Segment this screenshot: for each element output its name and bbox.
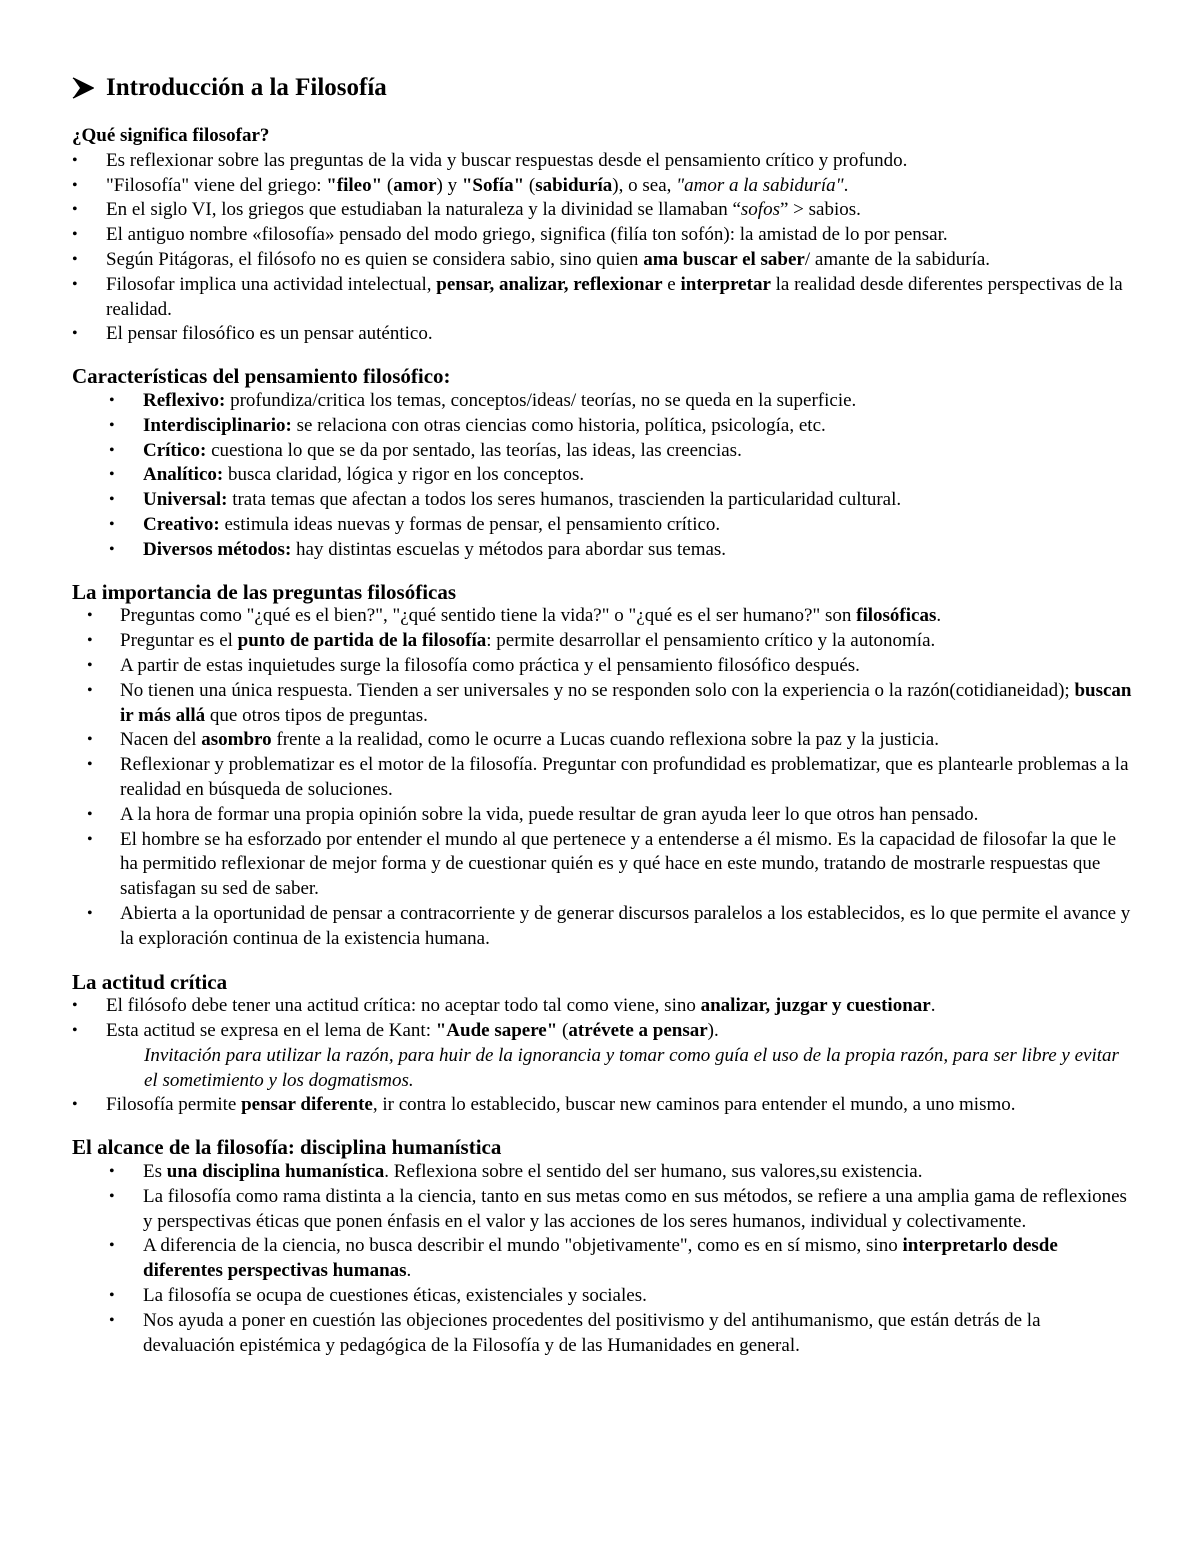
bullet-dot-icon: • (87, 904, 93, 922)
list-item: • Es una disciplina humanística. Reflexiona sobre el sentido del ser humano, sus valores,su existencia. (72, 1160, 1132, 1185)
list-item: • Reflexivo: profundiza/critica los temas, conceptos/ideas/ teorías, no se queda en la superficie. (72, 389, 1132, 414)
list-item: • Creativo: estimula ideas nuevas y formas de pensar, el pensamiento crítico. (72, 513, 1132, 538)
list-item: • El filósofo debe tener una actitud crítica: no aceptar todo tal como viene, sino analizar, juzgar y cuestionar. (72, 994, 1132, 1019)
list-item: • Filosofía permite pensar diferente, ir contra lo establecido, buscar new caminos para entender el mundo, a uno mismo. (72, 1093, 1132, 1118)
bullet-dot-icon: • (72, 275, 78, 293)
bullet-dot-icon: • (87, 756, 93, 774)
bullet-dot-icon: • (72, 151, 78, 169)
bullet-dot-icon: • (109, 1237, 115, 1255)
bullet-dot-icon: • (109, 1311, 115, 1329)
section-heading-alcance: El alcance de la filosofía: disciplina humanística (72, 1135, 502, 1160)
list-item: • "Filosofía" viene del griego: "fileo" (amor) y "Sofía" (sabiduría), o sea, "amor a la sabiduría". (72, 174, 1132, 199)
list-actitud-critica (72, 994, 1132, 1044)
bullet-dot-icon: • (72, 1022, 78, 1040)
list-item: • No tienen una única respuesta. Tienden a ser universales y no se responden solo con la experiencia o la razón(cotidianeidad); buscan ir más allá que otros tipos de preguntas. (87, 679, 1132, 726)
list-item: • El pensar filosófico es un pensar auténtico. (72, 322, 1132, 347)
arrow-bullet-icon (72, 77, 94, 99)
document-title: Introducción a la Filosofía (106, 74, 387, 101)
bullet-dot-icon: • (109, 1163, 115, 1181)
list-item: • Analítico: busca claridad, lógica y rigor en los conceptos. (72, 463, 1132, 488)
section-heading-filosofar: ¿Qué significa filosofar? (72, 125, 270, 146)
list-item: • Abierta a la oportunidad de pensar a contracorriente y de generar discursos paralelos a los establecidos, es lo que permite el avance y la exploración continua de la existencia humana. (87, 902, 1131, 949)
bullet-dot-icon: • (87, 681, 93, 699)
bullet-dot-icon: • (109, 515, 115, 533)
bullet-dot-icon: • (72, 250, 78, 268)
bullet-dot-icon: • (109, 1287, 115, 1305)
bullet-dot-icon: • (72, 176, 78, 194)
section-heading-actitud-critica: La actitud crítica (72, 969, 228, 994)
list-item: • La filosofía como rama distinta a la ciencia, tanto en sus metas como en sus métodos, se refiere a una amplia gama de reflexiones y perspectivas éticas que ponen énfasis en el valor y las acciones de los seres humanos, individual y colectivamente. (109, 1185, 1127, 1232)
bullet-dot-icon: • (87, 656, 93, 674)
bullet-dot-icon: • (72, 1096, 78, 1114)
bullet-dot-icon: • (72, 325, 78, 343)
list-item: • Diversos métodos: hay distintas escuelas y métodos para abordar sus temas. (72, 538, 1132, 563)
bullet-dot-icon: • (109, 466, 115, 484)
list-item: • Según Pitágoras, el filósofo no es quien se considera sabio, sino quien ama buscar el saber/ amante de la sabiduría. (72, 248, 1132, 273)
list-item: • Filosofar implica una actividad intelectual, pensar, analizar, reflexionar e interpretar la realidad desde diferentes perspectivas de la realidad. (72, 273, 1123, 320)
list-item: • A partir de estas inquietudes surge la filosofía como práctica y el pensamiento filosófico después. (72, 654, 1132, 679)
bullet-dot-icon: • (87, 805, 93, 823)
kant-note: Invitación para utilizar la razón, para huir de la ignorancia y tomar como guía el uso de la propia razón, para ser libre y evitar el sometimiento y los dogmatismos. (144, 1044, 1119, 1091)
bullet-dot-icon: • (72, 997, 78, 1015)
list-item: • Preguntar es el punto de partida de la filosofía: permite desarrollar el pensamiento crítico y la autonomía. (72, 629, 1132, 654)
list-item: • Esta actitud se expresa en el lema de Kant: "Aude sapere" (atrévete a pensar). (72, 1019, 1132, 1044)
bullet-dot-icon: • (72, 226, 78, 244)
list-preguntas (72, 604, 1132, 951)
list-item: • La filosofía se ocupa de cuestiones éticas, existenciales y sociales. (72, 1284, 1132, 1309)
list-item: • Crítico: cuestiona lo que se da por sentado, las teorías, las ideas, las creencias. (72, 439, 1132, 464)
section-heading-caracteristicas: Características del pensamiento filosófico: (72, 364, 451, 389)
bullet-dot-icon: • (109, 540, 115, 558)
bullet-dot-icon: • (72, 201, 78, 219)
bullet-dot-icon: • (109, 441, 115, 459)
list-item: • Nacen del asombro frente a la realidad, como le ocurre a Lucas cuando reflexiona sobre la paz y la justicia. (72, 728, 1132, 753)
bullet-dot-icon: • (109, 391, 115, 409)
list-item: • El hombre se ha esforzado por entender el mundo al que pertenece y a entenderse a él mismo. Es la capacidad de filosofar la que le ha permitido reflexionar de mejor forma y de cuestionar quién es y qué hace en este mundo, tratando de mostrarle respuestas que satisfagan su sed de saber. (87, 828, 1117, 900)
section-heading-preguntas: La importancia de las preguntas filosóficas (72, 579, 457, 604)
list-caracteristicas (72, 389, 1132, 563)
bullet-dot-icon: • (87, 830, 93, 848)
bullet-dot-icon: • (87, 632, 93, 650)
bullet-dot-icon: • (87, 607, 93, 625)
list-item: • Interdisciplinario: se relaciona con otras ciencias como historia, política, psicología, etc. (72, 414, 1132, 439)
bullet-dot-icon: • (109, 491, 115, 509)
list-item: • Universal: trata temas que afectan a todos los seres humanos, trascienden la particularidad cultural. (72, 488, 1132, 513)
bullet-dot-icon: • (109, 416, 115, 434)
list-item: • Es reflexionar sobre las preguntas de la vida y buscar respuestas desde el pensamiento crítico y profundo. (72, 149, 1132, 174)
list-item: • A diferencia de la ciencia, no busca describir el mundo "objetivamente", como es en sí mismo, sino interpretarlo desde diferentes perspectivas humanas. (109, 1235, 1058, 1282)
document-page (72, 68, 1132, 1358)
list-item: • El antiguo nombre «filosofía» pensado del modo griego, significa (filía ton sofón): la amistad de lo por pensar. (72, 223, 1132, 248)
list-actitud-critica-cont (72, 1093, 1132, 1118)
list-item: • A la hora de formar una propia opinión sobre la vida, puede resultar de gran ayuda leer lo que otros han pensado. (72, 803, 1132, 828)
list-filosofar (72, 149, 1132, 347)
list-item: • Preguntas como "¿qué es el bien?", "¿qué sentido tiene la vida?" o "¿qué es el ser humano?" son filosóficas. (72, 604, 1132, 629)
list-item: • Nos ayuda a poner en cuestión las objeciones procedentes del positivismo y del antihumanismo, que están detrás de la devaluación epistémica y pedagógica de la Filosofía y de las Humanidades en general. (109, 1309, 1041, 1356)
bullet-dot-icon: • (109, 1187, 115, 1205)
bullet-dot-icon: • (87, 731, 93, 749)
title-row (72, 68, 1132, 108)
list-item: • En el siglo VI, los griegos que estudiaban la naturaleza y la divinidad se llamaban “sofos” > sabios. (72, 198, 1132, 223)
list-alcance (72, 1160, 1132, 1358)
list-item: • Reflexionar y problematizar es el motor de la filosofía. Preguntar con profundidad es problematizar, que es plantearle problemas a la realidad en búsqueda de soluciones. (87, 754, 1129, 800)
